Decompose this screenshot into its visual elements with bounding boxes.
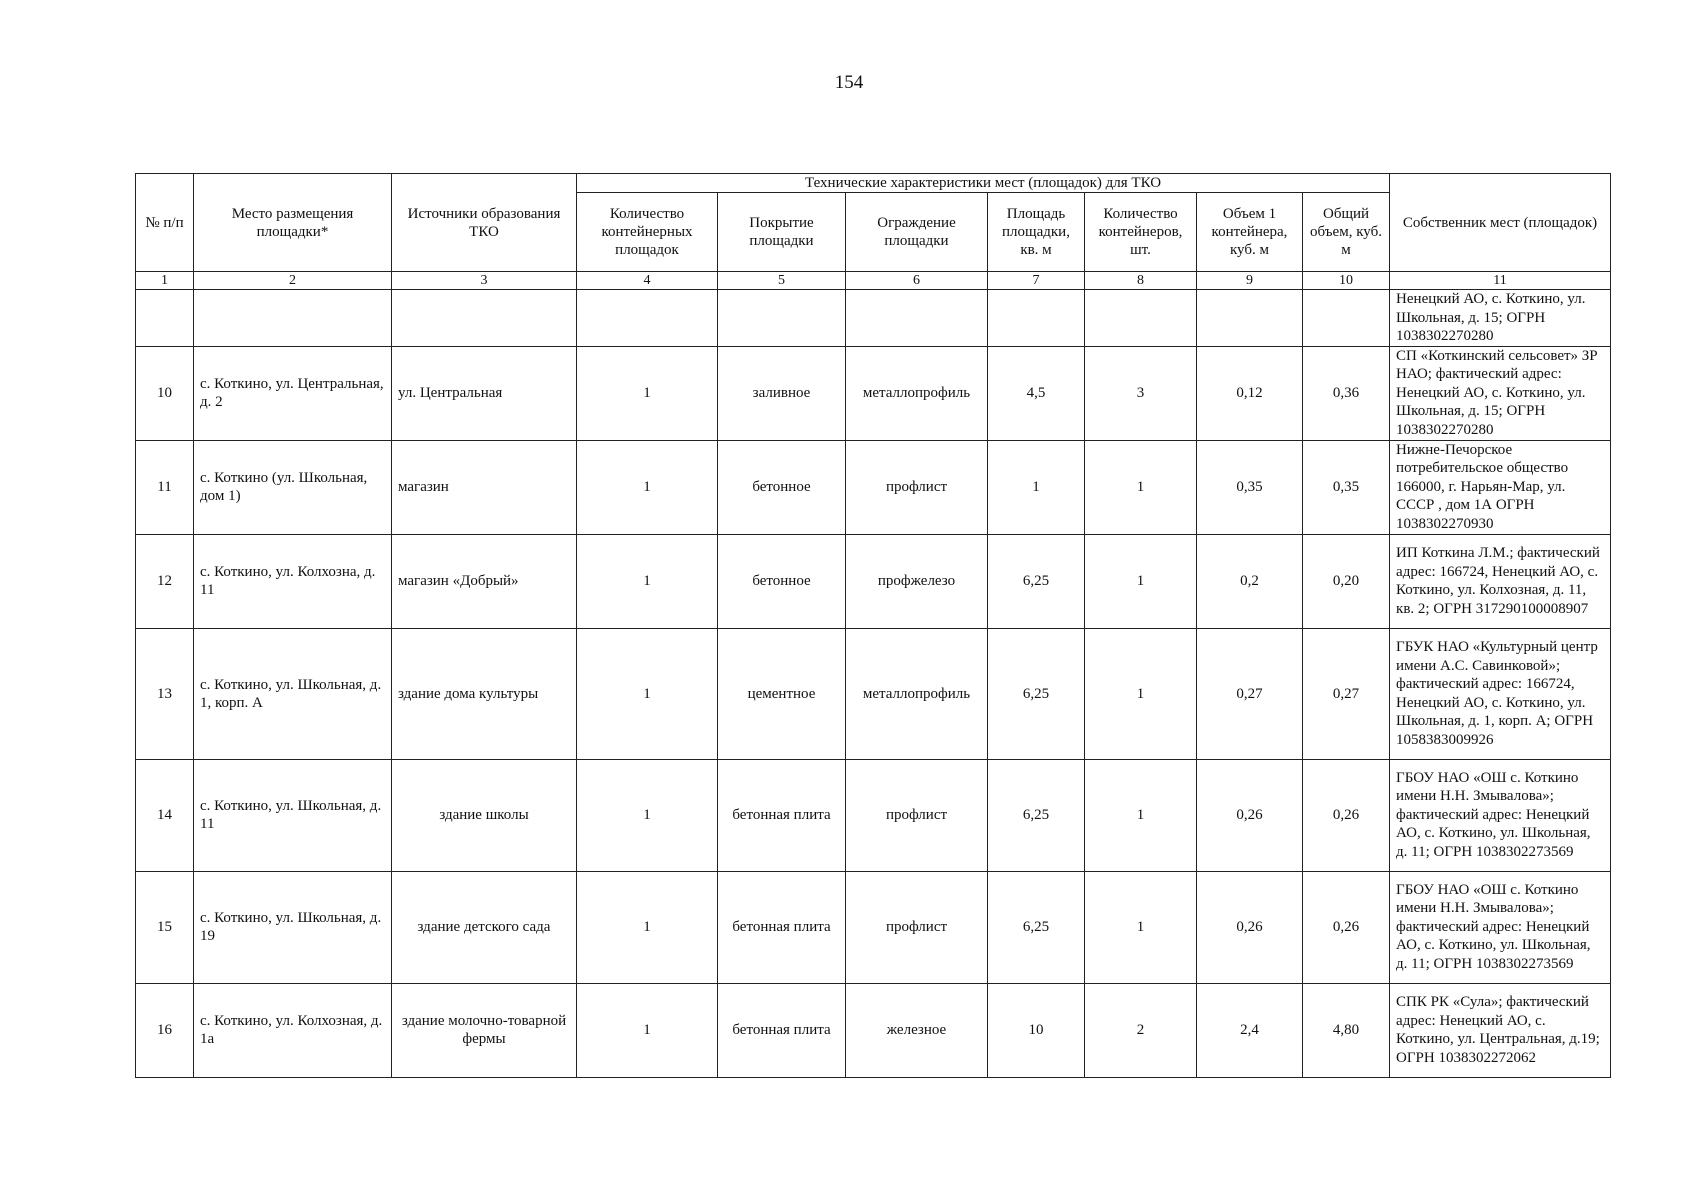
row-fence: профжелезо	[846, 534, 988, 628]
row-surface: бетонная плита	[718, 983, 846, 1077]
row-num: 13	[136, 628, 194, 759]
header-sources: Источники образования ТКО	[392, 174, 577, 272]
continuation-owner: Ненецкий АО, с. Коткино, ул. Школьная, д. 15; ОГРН 1038302270280	[1390, 290, 1611, 347]
col-number: 10	[1303, 272, 1390, 290]
col-number: 11	[1390, 272, 1611, 290]
col-number: 9	[1197, 272, 1303, 290]
header-owner: Собственник мест (площадок)	[1390, 174, 1611, 272]
table-row	[136, 759, 1611, 871]
row-place: с. Коткино, ул. Центральная, д. 2	[194, 346, 392, 440]
row-sources: здание детского сада	[392, 871, 577, 983]
row-volume1: 0,27	[1197, 628, 1303, 759]
row-num: 10	[136, 346, 194, 440]
row-sources: здание дома культуры	[392, 628, 577, 759]
table-row	[136, 346, 1611, 440]
row-count: 1	[577, 983, 718, 1077]
row-owner: ГБОУ НАО «ОШ с. Коткино имени Н.Н. Змывалова»; фактический адрес: Ненецкий АО, с. Коткино, ул. Школьная, д. 11; ОГРН 1038302273569	[1390, 871, 1611, 983]
col-number: 8	[1085, 272, 1197, 290]
header-area: Площадь площадки, кв. м	[988, 193, 1085, 272]
table-row	[136, 871, 1611, 983]
row-place: с. Коткино, ул. Колхозная, д. 1а	[194, 983, 392, 1077]
row-area: 4,5	[988, 346, 1085, 440]
row-count: 1	[577, 534, 718, 628]
row-area: 6,25	[988, 534, 1085, 628]
col-number: 4	[577, 272, 718, 290]
table-row	[136, 534, 1611, 628]
table-row	[136, 628, 1611, 759]
row-total: 4,80	[1303, 983, 1390, 1077]
page-number: 154	[834, 72, 864, 93]
header-containers: Количество контейнеров, шт.	[1085, 193, 1197, 272]
header-place: Место размещения площадки*	[194, 174, 392, 272]
row-count: 1	[577, 440, 718, 534]
row-fence: профлист	[846, 759, 988, 871]
row-num: 15	[136, 871, 194, 983]
row-num: 16	[136, 983, 194, 1077]
row-owner: ГБОУ НАО «ОШ с. Коткино имени Н.Н. Змывалова»; фактический адрес: Ненецкий АО, с. Коткино, ул. Школьная, д. 11; ОГРН 1038302273569	[1390, 759, 1611, 871]
col-number: 7	[988, 272, 1085, 290]
row-containers: 1	[1085, 871, 1197, 983]
row-total: 0,35	[1303, 440, 1390, 534]
header-row-1	[136, 174, 1611, 193]
row-area: 6,25	[988, 871, 1085, 983]
col-number: 3	[392, 272, 577, 290]
row-num: 12	[136, 534, 194, 628]
row-volume1: 0,35	[1197, 440, 1303, 534]
row-count: 1	[577, 871, 718, 983]
row-containers: 1	[1085, 759, 1197, 871]
header-volume1: Объем 1 контейнера, куб. м	[1197, 193, 1303, 272]
row-place: с. Коткино, ул. Школьная, д. 11	[194, 759, 392, 871]
row-num: 14	[136, 759, 194, 871]
row-area: 10	[988, 983, 1085, 1077]
row-owner: СПК РК «Сула»; фактический адрес: Ненецкий АО, с. Коткино, ул. Центральная, д.19; ОГРН 1038302272062	[1390, 983, 1611, 1077]
row-owner: ГБУК НАО «Культурный центр имени А.С. Савинковой»; фактический адрес: 166724, Ненецкий АО, с. Коткино, ул. Школьная, д. 1, корп. А; ОГРН 1058383009926	[1390, 628, 1611, 759]
row-place: с. Коткино, ул. Колхозна, д. 11	[194, 534, 392, 628]
row-count: 1	[577, 346, 718, 440]
row-surface: бетонная плита	[718, 759, 846, 871]
col-number: 1	[136, 272, 194, 290]
registry-table	[135, 173, 1611, 1078]
row-containers: 1	[1085, 628, 1197, 759]
row-surface: бетонное	[718, 440, 846, 534]
row-count: 1	[577, 759, 718, 871]
row-sources: магазин «Добрый»	[392, 534, 577, 628]
row-sources: ул. Центральная	[392, 346, 577, 440]
header-group-title: Технические характеристики мест (площадок) для ТКО	[577, 174, 1390, 193]
row-volume1: 0,26	[1197, 759, 1303, 871]
row-area: 1	[988, 440, 1085, 534]
header-total: Общий объем, куб. м	[1303, 193, 1390, 272]
row-total: 0,27	[1303, 628, 1390, 759]
row-total: 0,36	[1303, 346, 1390, 440]
row-containers: 2	[1085, 983, 1197, 1077]
row-volume1: 2,4	[1197, 983, 1303, 1077]
row-total: 0,26	[1303, 871, 1390, 983]
header-num: № п/п	[136, 174, 194, 272]
col-number: 5	[718, 272, 846, 290]
row-sources: магазин	[392, 440, 577, 534]
row-total: 0,26	[1303, 759, 1390, 871]
row-area: 6,25	[988, 759, 1085, 871]
row-num: 11	[136, 440, 194, 534]
table-row	[136, 440, 1611, 534]
row-fence: профлист	[846, 871, 988, 983]
row-place: с. Коткино, ул. Школьная, д. 19	[194, 871, 392, 983]
row-volume1: 0,26	[1197, 871, 1303, 983]
row-owner: СП «Коткинский сельсовет» ЗР НАО; фактический адрес: Ненецкий АО, с. Коткино, ул. Школьная, д. 15; ОГРН 1038302270280	[1390, 346, 1611, 440]
header-surface: Покрытие площадки	[718, 193, 846, 272]
row-total: 0,20	[1303, 534, 1390, 628]
row-fence: профлист	[846, 440, 988, 534]
row-sources: здание молочно-товарной фермы	[392, 983, 577, 1077]
row-surface: цементное	[718, 628, 846, 759]
column-number-row	[136, 272, 1611, 290]
row-containers: 3	[1085, 346, 1197, 440]
row-surface: заливное	[718, 346, 846, 440]
row-fence: металлопрофиль	[846, 628, 988, 759]
header-fence: Ограждение площадки	[846, 193, 988, 272]
row-owner: Нижне-Печорское потребительское общество 166000, г. Нарьян-Мар, ул. СССР , дом 1А ОГРН 1038302270930	[1390, 440, 1611, 534]
row-count: 1	[577, 628, 718, 759]
row-place: с. Коткино, ул. Школьная, д. 1, корп. А	[194, 628, 392, 759]
row-area: 6,25	[988, 628, 1085, 759]
header-count-sites: Количество контейнерных площадок	[577, 193, 718, 272]
col-number: 2	[194, 272, 392, 290]
row-surface: бетонное	[718, 534, 846, 628]
row-containers: 1	[1085, 440, 1197, 534]
row-fence: металлопрофиль	[846, 346, 988, 440]
table-row	[136, 983, 1611, 1077]
row-fence: железное	[846, 983, 988, 1077]
row-owner: ИП Коткина Л.М.; фактический адрес: 166724, Ненецкий АО, с. Коткино, ул. Колхозная, д. 11, кв. 2; ОГРН 317290100008907	[1390, 534, 1611, 628]
continuation-row	[136, 290, 1611, 347]
row-containers: 1	[1085, 534, 1197, 628]
col-number: 6	[846, 272, 988, 290]
row-surface: бетонная плита	[718, 871, 846, 983]
row-sources: здание школы	[392, 759, 577, 871]
row-volume1: 0,12	[1197, 346, 1303, 440]
row-volume1: 0,2	[1197, 534, 1303, 628]
row-place: с. Коткино (ул. Школьная, дом 1)	[194, 440, 392, 534]
